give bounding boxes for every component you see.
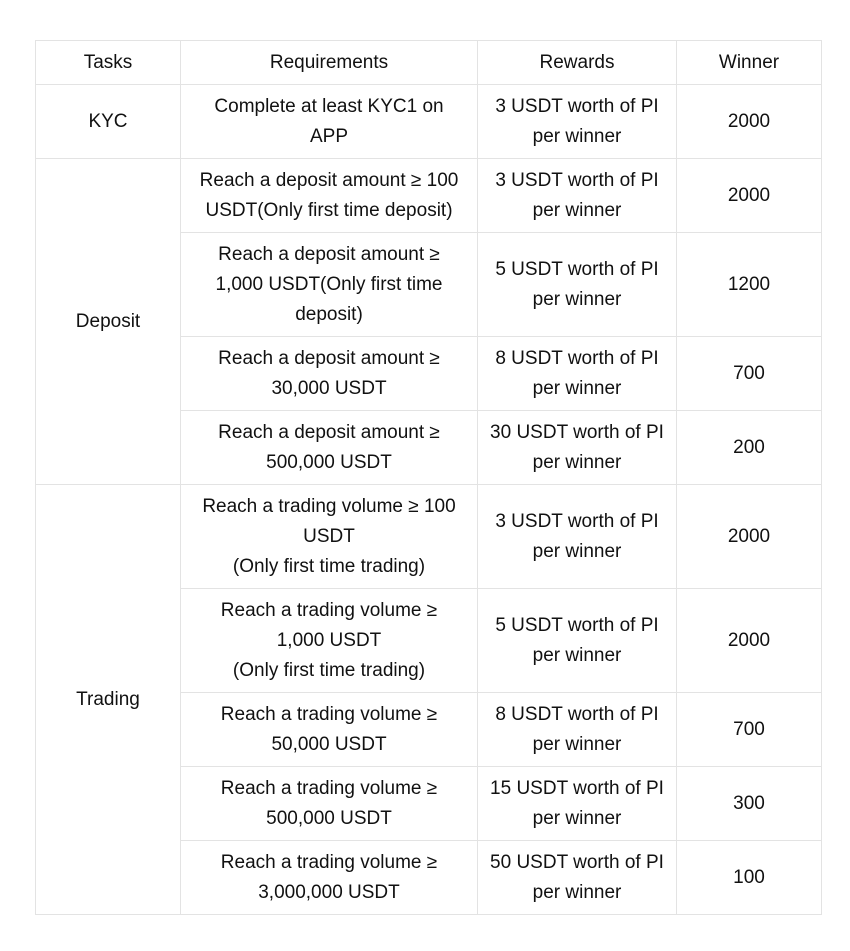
- winner-cell: 700: [677, 337, 822, 411]
- reward-cell: [478, 841, 677, 915]
- reward-line: per winner: [532, 451, 622, 473]
- reward-line: per winner: [532, 199, 622, 221]
- requirement-line: 500,000 USDT: [266, 807, 392, 829]
- reward-line: per winner: [532, 125, 622, 147]
- reward-line: per winner: [532, 540, 622, 562]
- requirement-cell: [181, 85, 478, 159]
- requirement-line: USDT: [303, 525, 355, 547]
- requirement-cell: [181, 159, 478, 233]
- reward-line: 5 USDT worth of PI: [495, 614, 659, 636]
- requirement-line: Reach a trading volume ≥: [220, 851, 438, 873]
- header-winner: Winner: [677, 41, 822, 85]
- requirement-line: 1,000 USDT: [276, 629, 382, 651]
- reward-line: per winner: [532, 807, 622, 829]
- reward-line: 3 USDT worth of PI: [495, 95, 659, 117]
- reward-cell: [478, 85, 677, 159]
- reward-line: 30 USDT worth of PI: [490, 421, 664, 443]
- reward-cell: [478, 589, 677, 693]
- reward-line: 8 USDT worth of PI: [495, 703, 659, 725]
- requirement-line: 500,000 USDT: [266, 451, 392, 473]
- winner-cell: 2000: [677, 589, 822, 693]
- reward-line: 50 USDT worth of PI: [490, 851, 664, 873]
- winner-cell: 100: [677, 841, 822, 915]
- requirement-cell: [181, 841, 478, 915]
- task-group-trading: Trading: [36, 485, 181, 915]
- reward-cell: [478, 485, 677, 589]
- winner-cell: 2000: [677, 485, 822, 589]
- header-requirements: Requirements: [181, 41, 478, 85]
- requirement-cell: [181, 767, 478, 841]
- requirement-cell: [181, 411, 478, 485]
- requirement-line: Reach a deposit amount ≥: [218, 243, 440, 265]
- requirement-line: Reach a trading volume ≥: [220, 599, 438, 621]
- task-group-kyc: KYC: [36, 85, 181, 159]
- reward-cell: [478, 337, 677, 411]
- requirement-line: Reach a trading volume ≥: [220, 703, 438, 725]
- table-row: [36, 159, 822, 233]
- reward-line: per winner: [532, 644, 622, 666]
- winner-cell: 2000: [677, 159, 822, 233]
- requirement-line: Complete at least KYC1 on: [214, 95, 444, 117]
- reward-cell: [478, 411, 677, 485]
- winner-cell: 1200: [677, 233, 822, 337]
- requirement-cell: [181, 337, 478, 411]
- requirement-cell: [181, 693, 478, 767]
- reward-line: per winner: [532, 881, 622, 903]
- header-tasks: Tasks: [36, 41, 181, 85]
- requirement-line: 30,000 USDT: [271, 377, 387, 399]
- reward-line: per winner: [532, 288, 622, 310]
- winner-cell: 200: [677, 411, 822, 485]
- reward-cell: [478, 767, 677, 841]
- requirement-line: APP: [309, 125, 349, 147]
- table-header-row: [36, 41, 822, 85]
- requirement-line: Reach a deposit amount ≥: [218, 347, 440, 369]
- requirement-line: USDT(Only first time deposit): [205, 199, 453, 221]
- requirement-line: 50,000 USDT: [271, 733, 387, 755]
- requirement-cell: [181, 589, 478, 693]
- table-row: [36, 85, 822, 159]
- requirement-line: Reach a trading volume ≥ 100: [202, 495, 456, 517]
- reward-line: per winner: [532, 377, 622, 399]
- header-rewards: Rewards: [478, 41, 677, 85]
- reward-cell: [478, 233, 677, 337]
- rewards-table: [35, 40, 822, 915]
- reward-line: 5 USDT worth of PI: [495, 258, 659, 280]
- reward-line: 15 USDT worth of PI: [490, 777, 664, 799]
- reward-line: 3 USDT worth of PI: [495, 169, 659, 191]
- reward-cell: [478, 693, 677, 767]
- reward-cell: [478, 159, 677, 233]
- requirement-line: Reach a deposit amount ≥ 100: [199, 169, 459, 191]
- requirement-cell: [181, 233, 478, 337]
- requirement-line: 3,000,000 USDT: [258, 881, 400, 903]
- requirement-line: (Only first time trading): [232, 555, 426, 577]
- winner-cell: 2000: [677, 85, 822, 159]
- reward-line: 8 USDT worth of PI: [495, 347, 659, 369]
- requirement-line: 1,000 USDT(Only first time: [215, 273, 443, 295]
- table-row: [36, 485, 822, 589]
- task-group-deposit: Deposit: [36, 159, 181, 485]
- requirement-line: Reach a trading volume ≥: [220, 777, 438, 799]
- requirement-line: deposit): [295, 303, 363, 325]
- winner-cell: 300: [677, 767, 822, 841]
- requirement-line: Reach a deposit amount ≥: [218, 421, 440, 443]
- winner-cell: 700: [677, 693, 822, 767]
- reward-line: 3 USDT worth of PI: [495, 510, 659, 532]
- rewards-table-container: [35, 40, 821, 915]
- requirement-cell: [181, 485, 478, 589]
- reward-line: per winner: [532, 733, 622, 755]
- requirement-line: (Only first time trading): [232, 659, 426, 681]
